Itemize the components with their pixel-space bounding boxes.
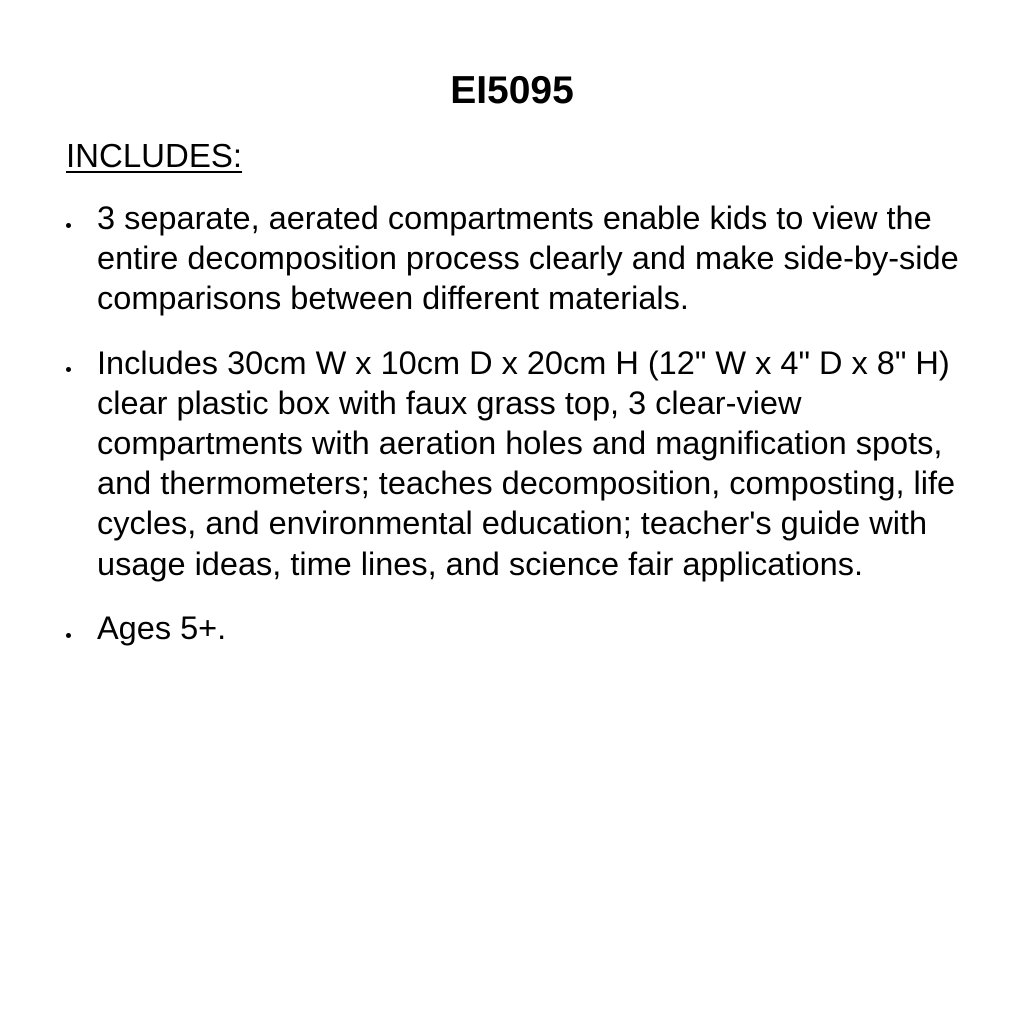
list-item	[66, 343, 966, 584]
list-item-text: 3 separate, aerated compartments enable kids to view the entire decomposition process clearly and make side-by-side comparisons between different materials.	[97, 200, 959, 317]
includes-list	[66, 198, 966, 672]
bullet-icon	[66, 198, 78, 238]
section-heading-includes: INCLUDES:	[66, 137, 243, 174]
list-item-text: Includes 30cm W x 10cm D x 20cm H (12" W x 4" D x 8" H) clear plastic box with faux grass top, 3 clear-view compartments with aeration holes and magnification spots, and thermometers; teaches decomposition, composting, life cycles, and environmental education; teacher's guide with usage ideas, time lines, and science fair applications.	[97, 344, 956, 582]
list-item	[66, 198, 966, 319]
list-item-text: Ages 5+.	[97, 609, 227, 646]
bullet-icon	[66, 608, 78, 648]
page-title: EI5095	[450, 69, 574, 112]
list-item	[66, 608, 966, 648]
bullet-icon	[66, 343, 78, 383]
